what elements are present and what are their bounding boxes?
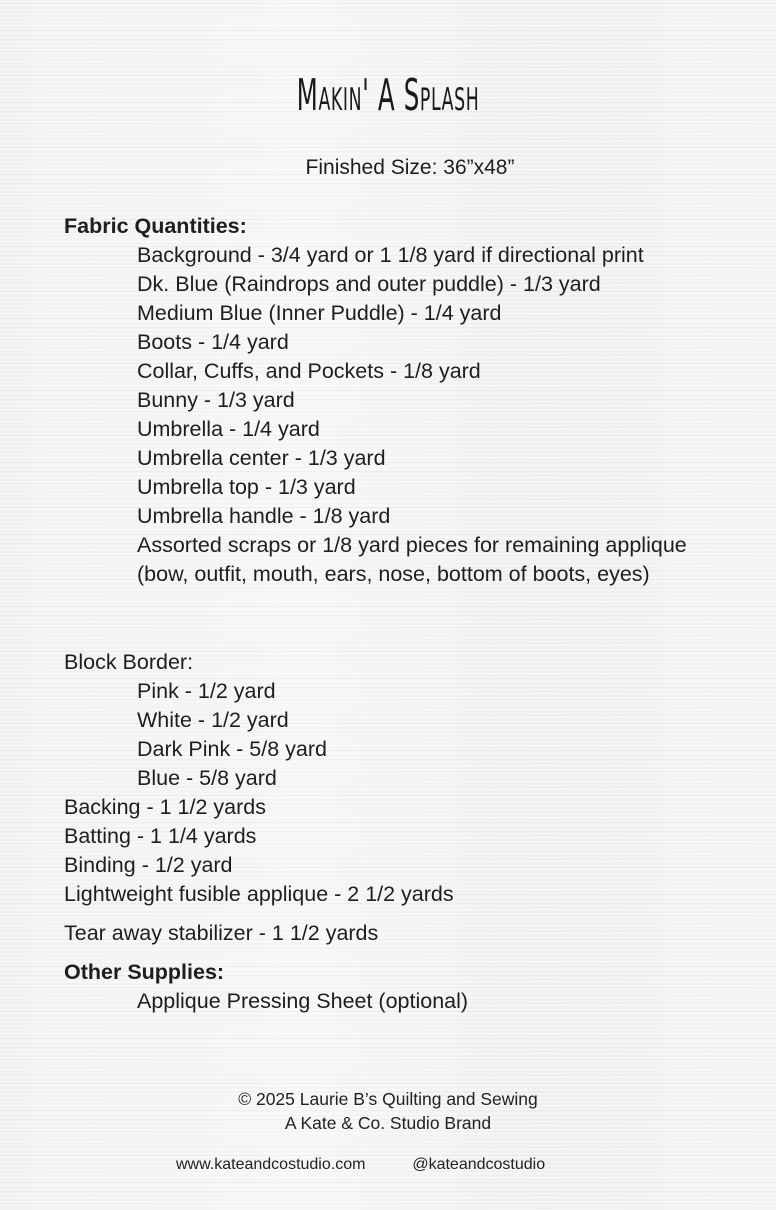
fabric-quantities-heading: Fabric Quantities: [64,214,247,238]
backing-item: Backing - 1 1/2 yards [64,795,266,819]
copyright-text: © 2025 Laurie B’s Quilting and Sewing [238,1089,538,1109]
fabric-item: Dk. Blue (Raindrops and outer puddle) - 1/3 yard [137,272,601,296]
binding-item: Binding - 1/2 yard [64,853,233,877]
fabric-item: Background - 3/4 yard or 1 1/8 yard if directional print [137,243,644,267]
supply-item: Applique Pressing Sheet (optional) [137,989,469,1013]
fabric-item: Bunny - 1/3 yard [137,388,295,412]
footer-links [176,1156,545,1174]
fabric-item: Boots - 1/4 yard [137,330,289,354]
fabric-item: Umbrella top - 1/3 yard [137,475,356,499]
block-border-section [64,648,468,1016]
batting-item: Batting - 1 1/4 yards [64,824,257,848]
fabric-item: Umbrella handle - 1/8 yard [137,504,391,528]
page-title: Makin' A Splash [296,70,480,121]
border-item: Pink - 1/2 yard [137,679,276,703]
fabric-item: Collar, Cuffs, and Pockets - 1/8 yard [137,359,481,383]
website-link[interactable]: www.kateandcostudio.com [176,1156,366,1173]
fusible-item: Lightweight fusible applique - 2 1/2 yards [64,882,454,906]
other-supplies-heading: Other Supplies: [64,960,225,984]
block-border-heading: Block Border: [64,650,194,674]
social-handle[interactable]: @kateandcostudio [412,1156,546,1173]
fabric-item: Assorted scraps or 1/8 yard pieces for remaining applique (bow, outfit, mouth, ears, nose, bottom of boots, eyes) [137,533,687,586]
fabric-quantities-section [64,212,697,589]
border-item: White - 1/2 yard [137,708,289,732]
border-item: Dark Pink - 5/8 yard [137,737,327,761]
fabric-item: Umbrella - 1/4 yard [137,417,320,441]
finished-size: Finished Size: 36”x48” [305,156,515,179]
stabilizer-item: Tear away stabilizer - 1 1/2 yards [64,921,379,945]
fabric-item: Umbrella center - 1/3 yard [137,446,386,470]
fabric-item: Medium Blue (Inner Puddle) - 1/4 yard [137,301,502,325]
brand-text: A Kate & Co. Studio Brand [284,1113,492,1133]
border-item: Blue - 5/8 yard [137,766,277,790]
